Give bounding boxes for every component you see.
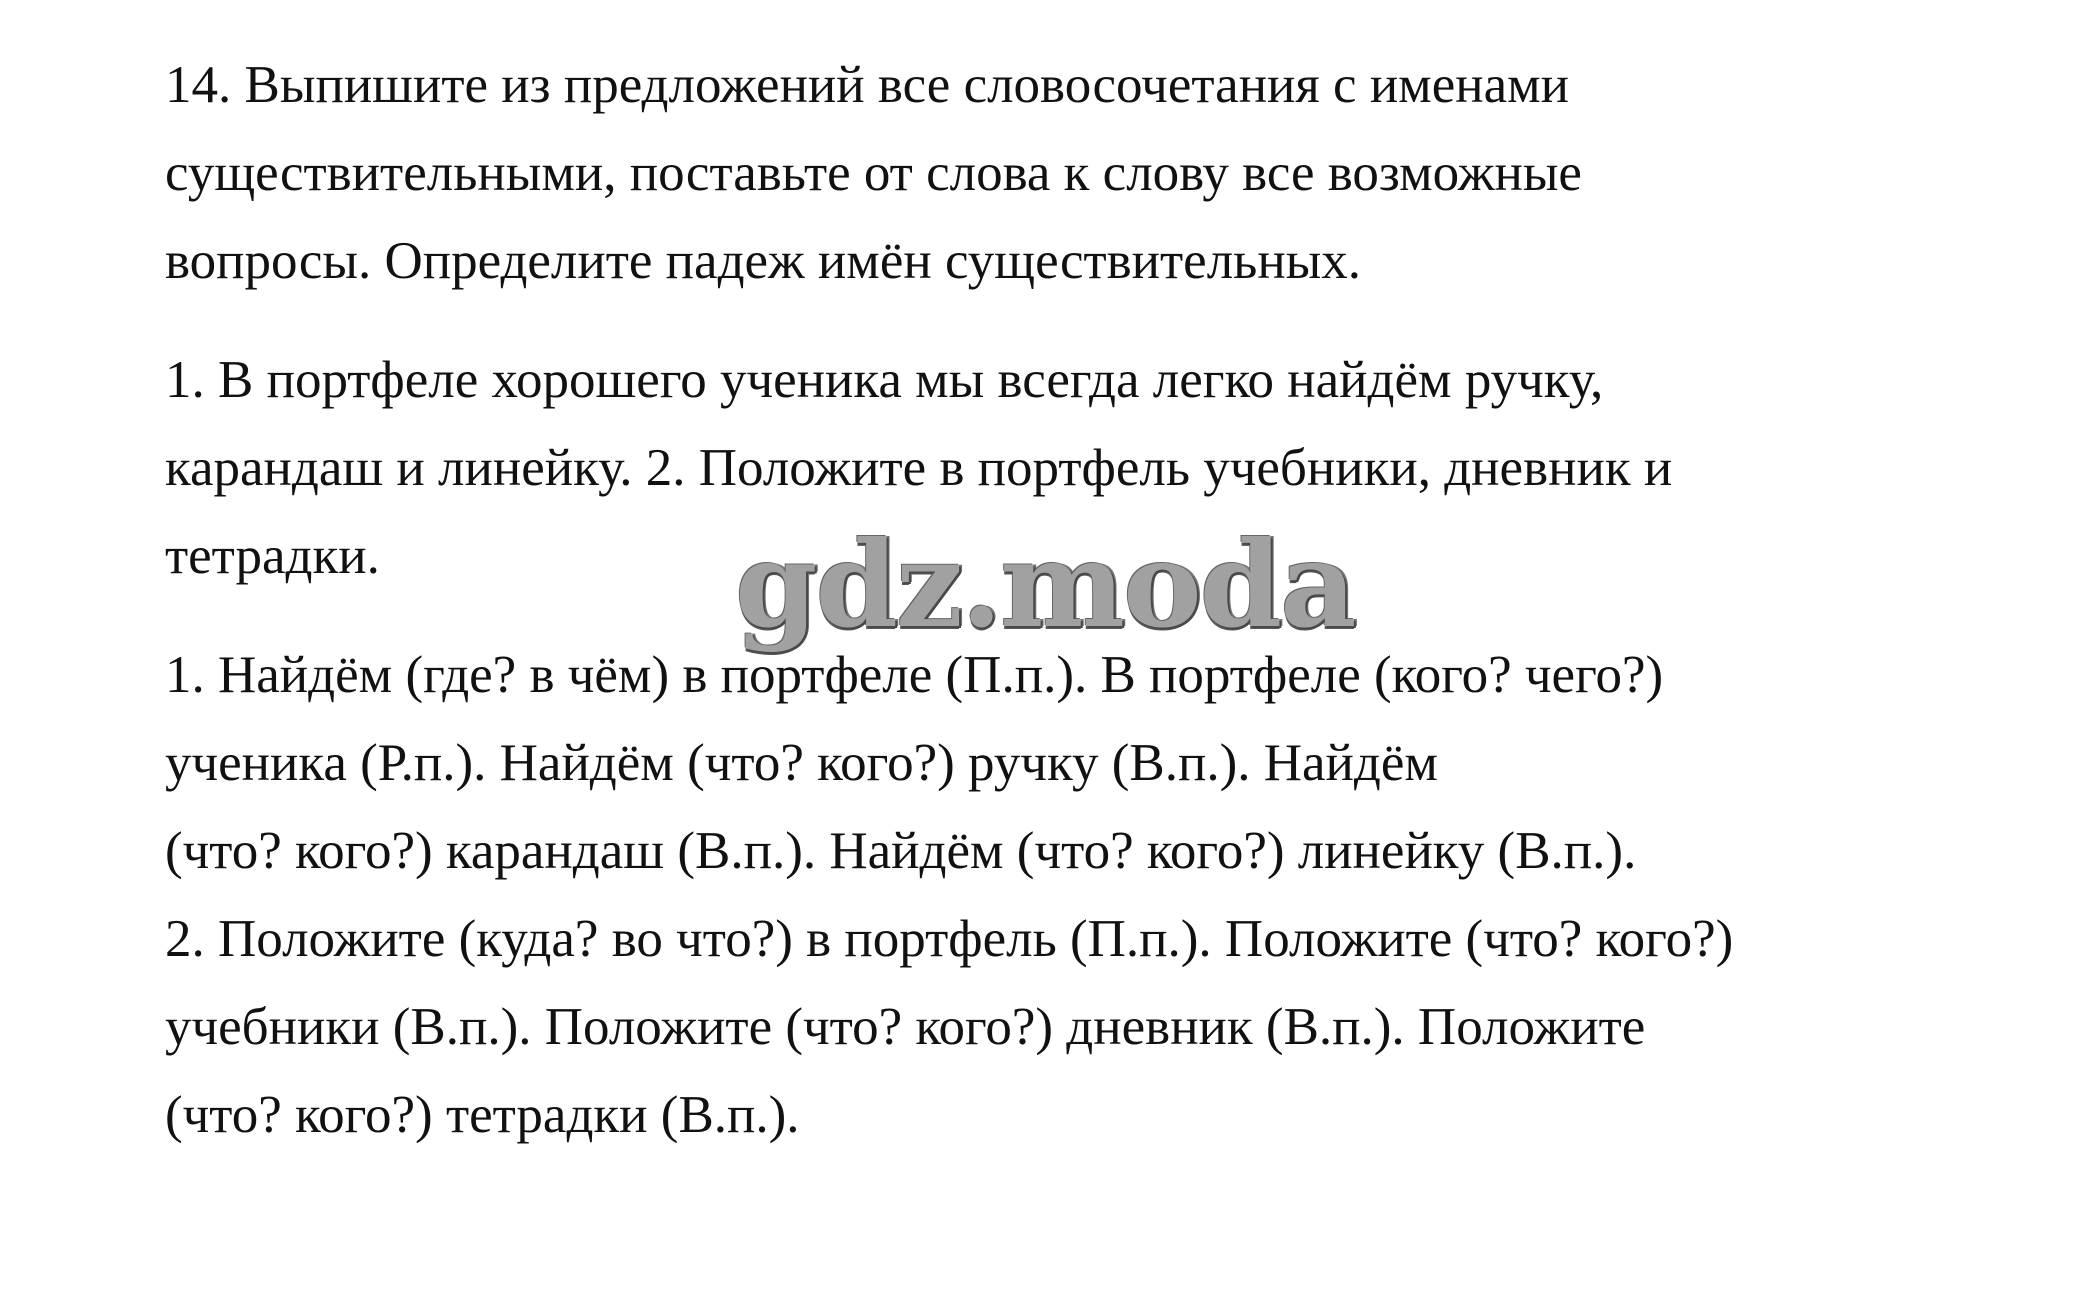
source-line-2: карандаш и линейку. 2. Положите в портфель учебники, дневник и: [165, 439, 1673, 497]
answer-line-5: учебники (В.п.). Положите (что? кого?) дневник (В.п.). Положите: [165, 998, 1646, 1056]
answer-line-4: 2. Положите (куда? во что?) в портфель (П.п.). Положите (что? кого?): [165, 910, 1734, 968]
task-line-3: вопросы. Определите падеж имён существительных.: [165, 232, 1362, 290]
source-line-1: 1. В портфеле хорошего ученика мы всегда легко найдём ручку,: [165, 351, 1604, 409]
watermark-logo: gdz.moda: [735, 515, 1355, 654]
task-line-1: 14. Выпишите из предложений все словосочетания с именами: [165, 56, 1570, 114]
answer-line-1: 1. Найдём (где? в чём) в портфеле (П.п.). В портфеле (кого? чего?): [165, 646, 1664, 704]
source-line-3: тетрадки.: [165, 527, 380, 585]
task-line-2: существительными, поставьте от слова к слову все возможные: [165, 144, 1582, 202]
answer-line-3: (что? кого?) карандаш (В.п.). Найдём (что? кого?) линейку (В.п.).: [165, 822, 1637, 880]
answer-line-6: (что? кого?) тетрадки (В.п.).: [165, 1086, 800, 1144]
answer-line-2: ученика (Р.п.). Найдём (что? кого?) ручку (В.п.). Найдём: [165, 734, 1438, 792]
